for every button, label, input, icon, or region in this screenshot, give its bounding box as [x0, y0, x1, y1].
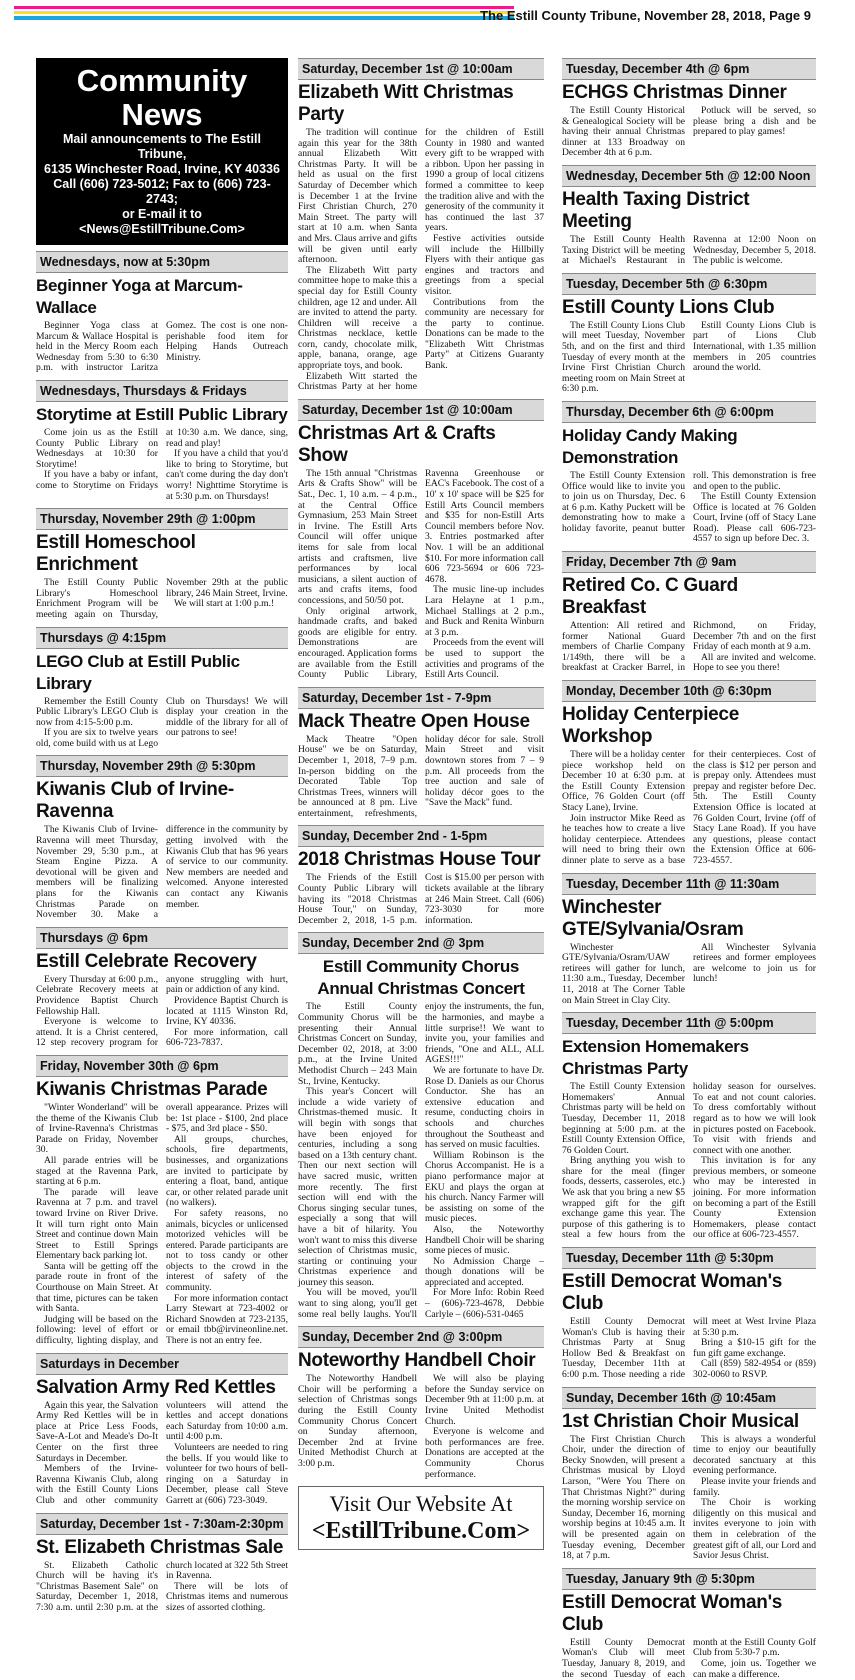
article-paragraph: All are invited and welcome. Hope to see you there!	[693, 651, 816, 674]
article-paragraph: If you have a baby or infant, come to Storytime on Fridays at 10:30 a.m. We dance, sing, read and play!	[36, 426, 288, 491]
article-paragraph: Winchester GTE/Sylvania/Osram/UAW retirees will gather for lunch, 11:30 a.m., Tuesday, December 11, 2018 at The Corner Table on Main Street in Clay City.	[562, 941, 685, 1006]
article-body	[36, 975, 288, 1049]
article-paragraph: Call (859) 582-4954 or (859) 302-0060 to RSVP.	[693, 1358, 816, 1380]
article-paragraph: Everyone is welcome to attend. It is a Christ centered, 12 step recovery program for anyone struggling with hurt, pain or addiction of any kind.	[36, 973, 288, 1049]
article-paragraph: The Kiwanis Club of Irvine-Ravenna will meet Thursday, November 29, 5:30 p.m., at Steam Engine Pizza. A devotional will be given and members will be finalizing plans for the Kiwanis Christmas Parade on November 30. Make a difference in the community by getting involved with the Kiwanis Club that has 96 years of service to our community. New members are needed and welcomed. Anyone interested can contact any Kiwanis member.	[36, 824, 288, 921]
article	[562, 273, 816, 395]
article	[562, 680, 816, 867]
article-paragraph: Beginner Yoga class at Marcum & Wallace Hospital is held in the Mercy Room each Wednesday from 5:30 to 6:30 p.m. with instructor Laritza Gomez. The cost is one non-perishable food item for Helping Hands Outreach Ministry.	[36, 320, 288, 374]
article-date-bar: Wednesdays, Thursdays & Fridays	[36, 380, 288, 402]
article	[562, 165, 816, 267]
article	[298, 1326, 544, 1480]
article-paragraph: This is always a wonderful time to enjoy our beautifully decorated sanctuary at this evening performance.	[693, 1433, 816, 1477]
article-date-bar: Sunday, December 2nd - 1-5pm	[298, 825, 544, 847]
article-body	[562, 235, 816, 267]
article-body	[36, 428, 288, 502]
article-paragraph: The First Christian Church Choir, under the direction of Becky Snowden, will present a Christmas musical by Lloyd Larson, "Were You There on That Christmas Night?" during the morning worship service on Sunday, December 16, morning worship begins at 10:45 a.m. It will be presented again on Tuesday evening, December 18, at 7 p.m.	[562, 1433, 685, 1562]
article-paragraph: The Estill County Extension Homemakers' Annual Christmas party will be held on Tuesday, December 11, 2018 beginning at 5:00 p.m. at the Estill County Extension Office, 76 Golden Court.	[562, 1081, 685, 1156]
article-headline: St. Elizabeth Christmas Sale	[36, 1536, 284, 1558]
masthead-title: Community News	[76, 63, 248, 132]
article-paragraph: Bring anything you wish to share for the meal (finger foods, desserts, casseroles, etc.) We ask that you bring a new $5 wrapped gift for the gift exchange game this year. The purpose of this gathering is to steal a few hours from the holiday season for ourselves. To eat and not count calories. To dress comfortably without regard as to how we will look in pictures posted on Facebook. To visit with friends and connect with one another.	[562, 1081, 816, 1241]
article-body	[298, 469, 544, 681]
article	[562, 551, 816, 674]
article-paragraph: Members of the Irvine-Ravenna Kiwanis Club, along with the Estill County Lions Club and other community volunteers will attend the kettles and accept donations each Saturday from 10:00 a.m. until 4:00 p.m.	[36, 1399, 288, 1506]
article-headline: Elizabeth Witt Christmas Party	[298, 82, 514, 125]
article-body	[562, 1638, 816, 1680]
article-body	[562, 106, 816, 159]
article-paragraph: All Winchester Sylvania retirees and former employees are welcome to join us for lunch!	[693, 941, 816, 985]
article-headline: Holiday Centerpiece Workshop	[562, 704, 739, 748]
article-body	[36, 697, 288, 750]
article-paragraph: No Admission Charge – though donations will be appreciated and accepted.	[425, 1255, 544, 1288]
article-headline: Kiwanis Club of Irvine-Ravenna	[36, 779, 234, 823]
article-paragraph: If you have a child that you'd like to bring to Storytime, but can't come during the day don't worry! Nighttime Storytime is at 5:30 p.m. on Thursdays!	[166, 448, 288, 502]
article	[562, 1387, 816, 1562]
article-paragraph: Elizabeth Witt started the Christmas Party at her home for the children of Estill County in 1980 and wanted every gift to be wrapped with a ribbon. Upon her passing in 1990 a group of local citizens formed a committee to keep the tradition alive and with the generosity of the community it has continued the last 37 years.	[298, 127, 544, 393]
article	[562, 873, 816, 1007]
article-headline: Estill Democrat Woman's Club	[562, 1591, 783, 1635]
article-paragraph: Attention: All retired and former National Guard members of Charlie Company 1/149th, there will be a breakfast at Cracker Barrel, in Richmond, on Friday, December 7th and on the first Friday of each month at 9 a.m.	[562, 620, 816, 674]
article-paragraph: There will be lots of Christmas items and numerous sizes of assorted clothing.	[166, 1580, 288, 1613]
article-body	[298, 128, 544, 393]
article-paragraph: Come, join us. Together we can make a difference.	[693, 1657, 816, 1680]
article-date-bar: Tuesday, December 11th @ 5:00pm	[562, 1012, 816, 1034]
article-paragraph: Come join us as the Estill County Public Library on Wednesdays at 10:30 for Storytime!	[36, 426, 158, 470]
article-paragraph: This year's Concert will include a wide variety of Christmas-themed music. It will begin with songs that have been enjoyed for centuries, including a song based on a 13th century chant. Then our next section will have sacred music, written more recently. The first section will end with the Chorus singing secular tunes, especially a song that will have a bit of hilarity. You won't want to miss this diverse selection of Christmas music, starting or continuing your Christmas experience and journey this season.	[298, 1086, 417, 1288]
article	[298, 687, 544, 820]
article-paragraph: Potluck will be served, so please bring a dish and be prepared to play games!	[693, 105, 816, 138]
visit-url[interactable]: <EstillTribune.Com>	[311, 1518, 531, 1545]
article-paragraph: This invitation is for any previous members, or someone who may be interested in joining. For more information on becoming a part of the Estill County Extension Homemakers, please contact our office at 606-723-4557.	[693, 1155, 816, 1241]
article-headline: Beginner Yoga at Marcum-Wallace	[36, 276, 243, 317]
article-headline: Extension Homemakers Christmas Party	[562, 1037, 749, 1079]
article	[562, 1247, 816, 1381]
article-body	[36, 1561, 288, 1614]
article	[298, 825, 544, 926]
masthead-line: Mail announcements to The Estill Tribune,	[63, 132, 261, 161]
article-paragraph: Contributions from the community are necessary for the party to continue. Donations can be made to the "Elizabeth Witt Christmas Party" at Citizens Guaranty Bank.	[425, 296, 544, 372]
article-body	[562, 943, 816, 1007]
article-paragraph: Mack Theatre "Open House" we be on Saturday, December 1, 2018, 7–9 p.m. In-person bidding on the Decorated Table Top Christmas Trees, winners will be announced at 8 pm. Live entertainment, refreshments, holiday décor for sale. Stroll Main Street and visit downtown stores from 7 – 9 p.m. All proceeds from the tree auction and sale of holiday décor goes to the "Save the Mack" fund.	[298, 733, 544, 819]
article-headline: Holiday Candy Making Demonstration	[562, 425, 738, 467]
article	[562, 401, 816, 545]
article-body	[562, 621, 816, 674]
article-paragraph: The tradition will continue again this year for the 38th annual Elizabeth Witt Christmas Party. It will be held as usual on the first Saturday of December which is December 1 at the Irvine First Christian Church, 270 Main Street. The party will start at 10 a.m. when Santa and Mrs. Claus arrive and gifts will be given until early afternoon.	[298, 127, 417, 266]
article-date-bar: Sunday, December 2nd @ 3pm	[298, 932, 544, 954]
article-date-bar: Tuesday, December 11th @ 11:30am	[562, 873, 816, 895]
article-body	[36, 321, 288, 374]
article-paragraph: Please invite your friends and family.	[693, 1475, 816, 1498]
article-paragraph: Remember the Estill County Public Library's LEGO Club is now from 4:15-5:00 p.m.	[36, 695, 158, 728]
article-date-bar: Tuesday, December 11th @ 5:30pm	[562, 1247, 816, 1269]
article-date-bar: Saturday, December 1st @ 10:00am	[298, 399, 544, 421]
article-paragraph: The parade will leave Ravenna at 7 p.m. and travel toward Irvine on River Drive. It will turn right onto Main Street and continue down Main Street to Estill Springs Elementary back parking lot.	[36, 1186, 158, 1262]
article-paragraph: Estill County Lions Club is part of Lions Club International, with 1.35 million members in 205 countries around the world.	[693, 319, 816, 374]
article-paragraph: The Estill County Extension Office is located at 76 Golden Court, Irvine (off of Stacy Lane Road). Please call 606-723-4557 to sign up before Dec. 3.	[693, 491, 816, 545]
column-1-articles	[36, 251, 288, 1614]
article-headline: Winchester GTE/Sylvania/Osram	[562, 896, 744, 940]
community-news-masthead	[36, 58, 288, 245]
article-paragraph: Estill County Democrat Woman's Club will meet Tuesday, January 8, 2019, and the second Tuesday of each month at the Estill County Golf Club from 5:30-7 p.m.	[562, 1636, 816, 1680]
article-headline: 1st Christian Choir Musical	[562, 1410, 799, 1432]
masthead-line: 6135 Winchester Road, Irvine, KY 40336	[44, 162, 280, 176]
website-promo	[298, 1486, 544, 1550]
masthead-line: or E-mail it to <News@EstillTribune.Com>	[79, 207, 245, 236]
article-date-bar: Thursday, December 6th @ 6:00pm	[562, 401, 816, 423]
article	[562, 1568, 816, 1680]
column-2	[298, 58, 544, 1580]
article-paragraph: All parade entries will be staged at the Ravenna Park, starting at 6 p.m.	[36, 1154, 158, 1188]
article-paragraph: The Noteworthy Handbell Choir will be performing a selection of Christmas songs during the Estill County Community Chorus Concert on Sunday afternoon, December 2nd at Irvine United Methodist Church at 3:00 p.m.	[298, 1373, 417, 1469]
article-headline: Retired Co. C Guard Breakfast	[562, 575, 738, 619]
article-paragraph: All groups, churches, schools, fire departments, businesses, and organizations are invited to participate by entering a float, band, antique car, or other related parade unit (no walkers).	[166, 1133, 288, 1209]
article-headline: Estill County Lions Club	[562, 296, 775, 318]
article-headline: Storytime at Estill Public Library	[36, 404, 288, 424]
article-paragraph: William Robinson is the Chorus Accompanist. He is a piano performance major at EKU and plays the organ at his church. Nancy Farmer will be assisting on some of the music pieces.	[425, 1149, 544, 1225]
article-paragraph: Bring a $10-15 gift for the fun gift game exchange.	[693, 1337, 816, 1359]
article-headline: Estill Celebrate Recovery	[36, 950, 257, 972]
article-body	[298, 735, 544, 820]
article-paragraph: For More Info: Robin Reed – (606)-723-4678, Debbie Carlyle – (606)-531-0465	[425, 1287, 544, 1320]
article-paragraph: There will be a holiday center piece workshop held on December 10 at 6:30 p.m. at the Estill County Extension Office, 76 Golden Court (off Stacy Lane), Irvine.	[562, 749, 685, 813]
article	[562, 58, 816, 159]
article-body	[298, 873, 544, 926]
article-date-bar: Sunday, December 2nd @ 3:00pm	[298, 1326, 544, 1348]
article-date-bar: Saturday, December 1st - 7:30am-2:30pm	[36, 1513, 288, 1535]
article-paragraph: Proceeds from the event will be used to support the activities and programs of the Estill Arts Council.	[425, 637, 544, 681]
article-body	[36, 825, 288, 920]
article-paragraph: Join instructor Mike Reed as he teaches how to create a live holiday centerpiece. Attendees will need to bring their own dinner plate to serve as a base for their centerpieces. Cost of the class is $12 per person and is prepay only. Attendees must prepay and register before Dec. 5th. The Estill County Extension Office is located at 76 Golden Court, Irvine (off of Stacy Lane Road). If you have any questions, please contact the Extension Office at 606-723-4557.	[562, 749, 816, 866]
article-paragraph: Santa will be getting off the parade route in front of the Courthouse on Main Street. At that time, pictures can be taken with Santa.	[36, 1260, 158, 1315]
article-date-bar: Saturday, December 1st - 7-9pm	[298, 687, 544, 709]
article-paragraph: Estill County Democrat Woman's Club is having their Christmas Party at Snug Hollow Bed & Breakfast on Tuesday, December 11th at 6:00 p.m. Those needing a ride will meet at West Irvine Plaza at 5:30 p.m.	[562, 1316, 816, 1380]
article-paragraph: The Estill County Health Taxing District will be meeting at Michael's Restaurant in Ravenna at 12:00 Noon on Wednesday, December 5, 2018. The public is welcome.	[562, 233, 816, 267]
article-headline: Estill Homeschool Enrichment	[36, 532, 196, 576]
column-3-articles	[562, 58, 816, 1680]
article-paragraph: "Winter Wonderland" will be the theme of the Kiwanis Club of Irvine-Ravenna's Christmas Parade on Friday, November 30.	[36, 1101, 158, 1156]
article-headline: Christmas Art & Crafts Show	[298, 422, 496, 466]
article-body	[562, 321, 816, 395]
article-paragraph: The Choir is working diligently on this musical and invites everyone to join with them in celebration of the greatest gift of all, our Lord and Savior Jesus Christ.	[693, 1497, 816, 1562]
article-paragraph: St. Elizabeth Catholic Church will be having it's "Christmas Basement Sale" on Saturday, December 1, 2018, 7:30 a.m. until 2:30 p.m. at the church located at 322 5th Street in Ravenna.	[36, 1559, 288, 1613]
article	[36, 508, 288, 620]
article-body	[562, 750, 816, 867]
article	[298, 58, 544, 393]
article-body	[298, 1002, 544, 1320]
article	[36, 927, 288, 1049]
article-paragraph: You will be moved, you'll want to sing along, you'll get some real belly laughs. You'll enjoy the instruments, the fun, the harmonies, and maybe a little surprise!! We want to invite you, your families and friends, "One and ALL, ALL AGES!!!"	[298, 1001, 544, 1320]
article-date-bar: Thursday, November 29th @ 5:30pm	[36, 755, 288, 777]
article-body	[298, 1374, 544, 1480]
article	[36, 755, 288, 920]
article-date-bar: Thursday, November 29th @ 1:00pm	[36, 508, 288, 530]
article-paragraph: We will start at 1:00 p.m.!	[174, 598, 275, 610]
article-paragraph: Providence Baptist Church is located at 1115 Winston Rd, Irvine, KY 40336.	[166, 995, 288, 1028]
article-paragraph: For safety reasons, no animals, bicycles or unlicensed motorized vehicles will be entered. Parade participants are not to toss candy or other objects to the crowd in the interest of safety of the community.	[166, 1207, 288, 1294]
page-runner: The Estill County Tribune, November 28, 2018, Page 9	[480, 8, 811, 23]
article	[36, 1513, 288, 1614]
column-3	[562, 58, 816, 1680]
article-date-bar: Tuesday, December 4th @ 6pm	[562, 58, 816, 80]
article-paragraph: Only original artwork, handmade crafts, and baked goods are eligible for entry. Demonstrations are encouraged. Application forms are available from the Estill County Public Library, Ravenna Greenhouse or EAC's Facebook. The cost of a 10' x 10' space will be $25 for Estill Arts Council members and $35 for non-Estill Arts Council members before Nov. 3. Entries postmarked after Nov. 1 will be an additional $10. For more information call 606 723-5694 or 606 723-4678.	[298, 467, 544, 681]
article-paragraph: Volunteers are needed to ring the bells. If you would like to volunteer for two hours of bell-ringing on a Saturday in December, please call Steve Garrett at (606) 723-3049.	[166, 1442, 288, 1506]
article-date-bar: Saturdays in December	[36, 1353, 288, 1375]
visit-line-1: Visit Our Website At	[329, 1491, 513, 1517]
article-body	[36, 578, 288, 620]
article-paragraph: We will also be playing before the Sunday service on December 9th at 11:00 p.m. at Irvine United Methodist Church.	[425, 1373, 544, 1427]
article-paragraph: Festive activities outside will include the Hillbilly Flyers with their antique gas engines and tractors and greetings from a special visitor.	[425, 232, 544, 297]
article	[36, 251, 288, 374]
article-body	[36, 1401, 288, 1507]
article-paragraph: Also, the Noteworthy Handbell Choir will be sharing some pieces of music.	[425, 1223, 544, 1257]
article-headline: Salvation Army Red Kettles	[36, 1376, 276, 1398]
column-1	[36, 58, 288, 1613]
article-paragraph: Everyone is welcome and both performances are free. Donations are accepted at the Community Chorus performance.	[425, 1426, 544, 1480]
color-registration-bar	[14, 6, 514, 20]
article-paragraph: The Friends of the Estill County Public Library will having its "2018 Christmas House Tour," on Sunday, December 2, 2018, 1-5 p.m. Cost is $15.00 per person with tickets available at the library at 246 Main Street. Call (606) 723-3030 for more information.	[298, 872, 544, 926]
article-date-bar: Saturday, December 1st @ 10:00am	[298, 58, 544, 80]
article-headline: Noteworthy Handbell Choir	[298, 1350, 536, 1372]
article	[36, 1055, 288, 1347]
article-paragraph: We are fortunate to have Dr. Rose D. Daniels as our Chorus Conductor. She has an extensive education and resume, conducting choirs in schools and churches throughout the Southeast and has served on music faculties.	[425, 1065, 544, 1151]
article-paragraph: Again this year, the Salvation Army Red Kettles will be in place at Price Less Foods, Save-A-Lot and Meade's Do-It Center on the first three Saturdays in December.	[36, 1399, 158, 1464]
article	[36, 380, 288, 502]
article-paragraph: The Estill County Extension Office would like to invite you to join us on Thursday, Dec. 6 at 6 p.m. Kathy Puckett will be demonstrating how to make a holiday favorite, peanut butter roll. This demonstration is free and open to the public.	[562, 469, 816, 534]
article-body	[562, 471, 816, 545]
article-headline: Mack Theatre Open House	[298, 710, 530, 732]
article-body	[36, 1103, 288, 1347]
article-date-bar: Wednesday, December 5th @ 12:00 Noon	[562, 165, 816, 187]
column-2-articles	[298, 58, 544, 1480]
article-paragraph: The Estill County Historical & Genealogical Society will be having their annual Christmas dinner at 133 Broadway on December 4th at 6 p.m.	[562, 105, 685, 159]
article	[298, 932, 544, 1320]
article-paragraph: For more information contact Larry Stewart at 723-4002 or Richard Snowden at 723-2135, or email tbb@irvineonline.net. There is not an entry fee.	[166, 1292, 288, 1347]
article-date-bar: Tuesday, December 5th @ 6:30pm	[562, 273, 816, 295]
article	[298, 399, 544, 681]
article-paragraph: The Estill County Lions Club will meet Tuesday, November 5th, and on the first and third Tuesday of every month at the Irvine First Christian Church meeting room on Main Street at 6:30 p.m.	[562, 319, 685, 395]
article-date-bar: Monday, December 10th @ 6:30pm	[562, 680, 816, 702]
article-paragraph: The Estill County Public Library's Homeschool Enrichment Program will be meeting again on Thursday, November 29th at the public library, 246 Main Street, Irvine.	[36, 577, 288, 620]
article-headline: Health Taxing District Meeting	[562, 188, 750, 232]
article-headline: Estill Democrat Woman's Club	[562, 1271, 783, 1315]
masthead-line: Call (606) 723-5012; Fax to (606) 723-2743;	[53, 177, 271, 206]
article-date-bar: Friday, November 30th @ 6pm	[36, 1055, 288, 1077]
article-headline: Kiwanis Christmas Parade	[36, 1078, 268, 1100]
article-headline: Estill Community Chorus Annual Christmas Concert	[317, 957, 525, 999]
article-paragraph: Judging will be based on the following: level of effort or difficulty, lighting display, and overall appearance. Prizes will be: 1st place - $100, 2nd place - $75, and 3rd place - $50.	[36, 1101, 288, 1347]
article-paragraph: Every Thursday at 6:00 p.m., Celebrate Recovery meets at Providence Baptist Church Fellowship Hall.	[36, 973, 158, 1017]
article-date-bar: Wednesdays, now at 5:30pm	[36, 251, 288, 273]
article	[562, 1012, 816, 1241]
article-paragraph: The music line-up includes Lara Helayne at 1 p.m., Michael Stallings at 2 p.m., and Buck and Renita Winburn at 3 p.m.	[425, 584, 544, 638]
article-date-bar: Friday, December 7th @ 9am	[562, 551, 816, 573]
article-headline: LEGO Club at Estill Public Library	[36, 651, 240, 693]
article-headline: 2018 Christmas House Tour	[298, 849, 541, 871]
article-paragraph: If you are six to twelve years old, come build with us at Lego Club on Thursdays! We will display your creation in the middle of the library for all of our patrons to see!	[36, 695, 288, 749]
article	[36, 1353, 288, 1507]
article-paragraph: The Elizabeth Witt party committee hope to make this a special day for Estill County children, age 12 and under. All are invited to attend the party. Children will receive a Christmas necklace, kettle corn, candy, chocolate milk, apple, banana, orange, age appropriate toys, and book.	[298, 264, 417, 372]
article-date-bar: Sunday, December 16th @ 10:45am	[562, 1387, 816, 1409]
article-body	[562, 1435, 816, 1562]
article-paragraph: The 15th annual "Christmas Arts & Crafts Show" will be Sat., Dec. 1, 10 a.m. – 4 p.m., at the Central Office Gymnasium, 253 Main Street in Irvine. The Estill Arts Council will offer unique items for sale from local artists and craftsmen, live performances by local musicians, a silent auction of arts and crafts items, food concessions, and 50/50 pot.	[298, 467, 417, 606]
article-headline: ECHGS Christmas Dinner	[562, 82, 787, 103]
article-date-bar: Thursdays @ 6pm	[36, 927, 288, 949]
article-paragraph: The Estill County Community Chorus will be presenting their Annual Christmas Concert on Sunday, December 02, 2018, at 3:00 p.m., at the Irvine United Methodist Church – 243 Main St., Irvine, Kentucky.	[298, 1001, 417, 1087]
article-paragraph: For more information, call 606-723-7837.	[166, 1026, 288, 1049]
article-date-bar: Thursdays @ 4:15pm	[36, 627, 288, 649]
article-body	[562, 1082, 816, 1241]
article-date-bar: Tuesday, January 9th @ 5:30pm	[562, 1568, 816, 1590]
article	[36, 627, 288, 750]
article-body	[562, 1317, 816, 1381]
